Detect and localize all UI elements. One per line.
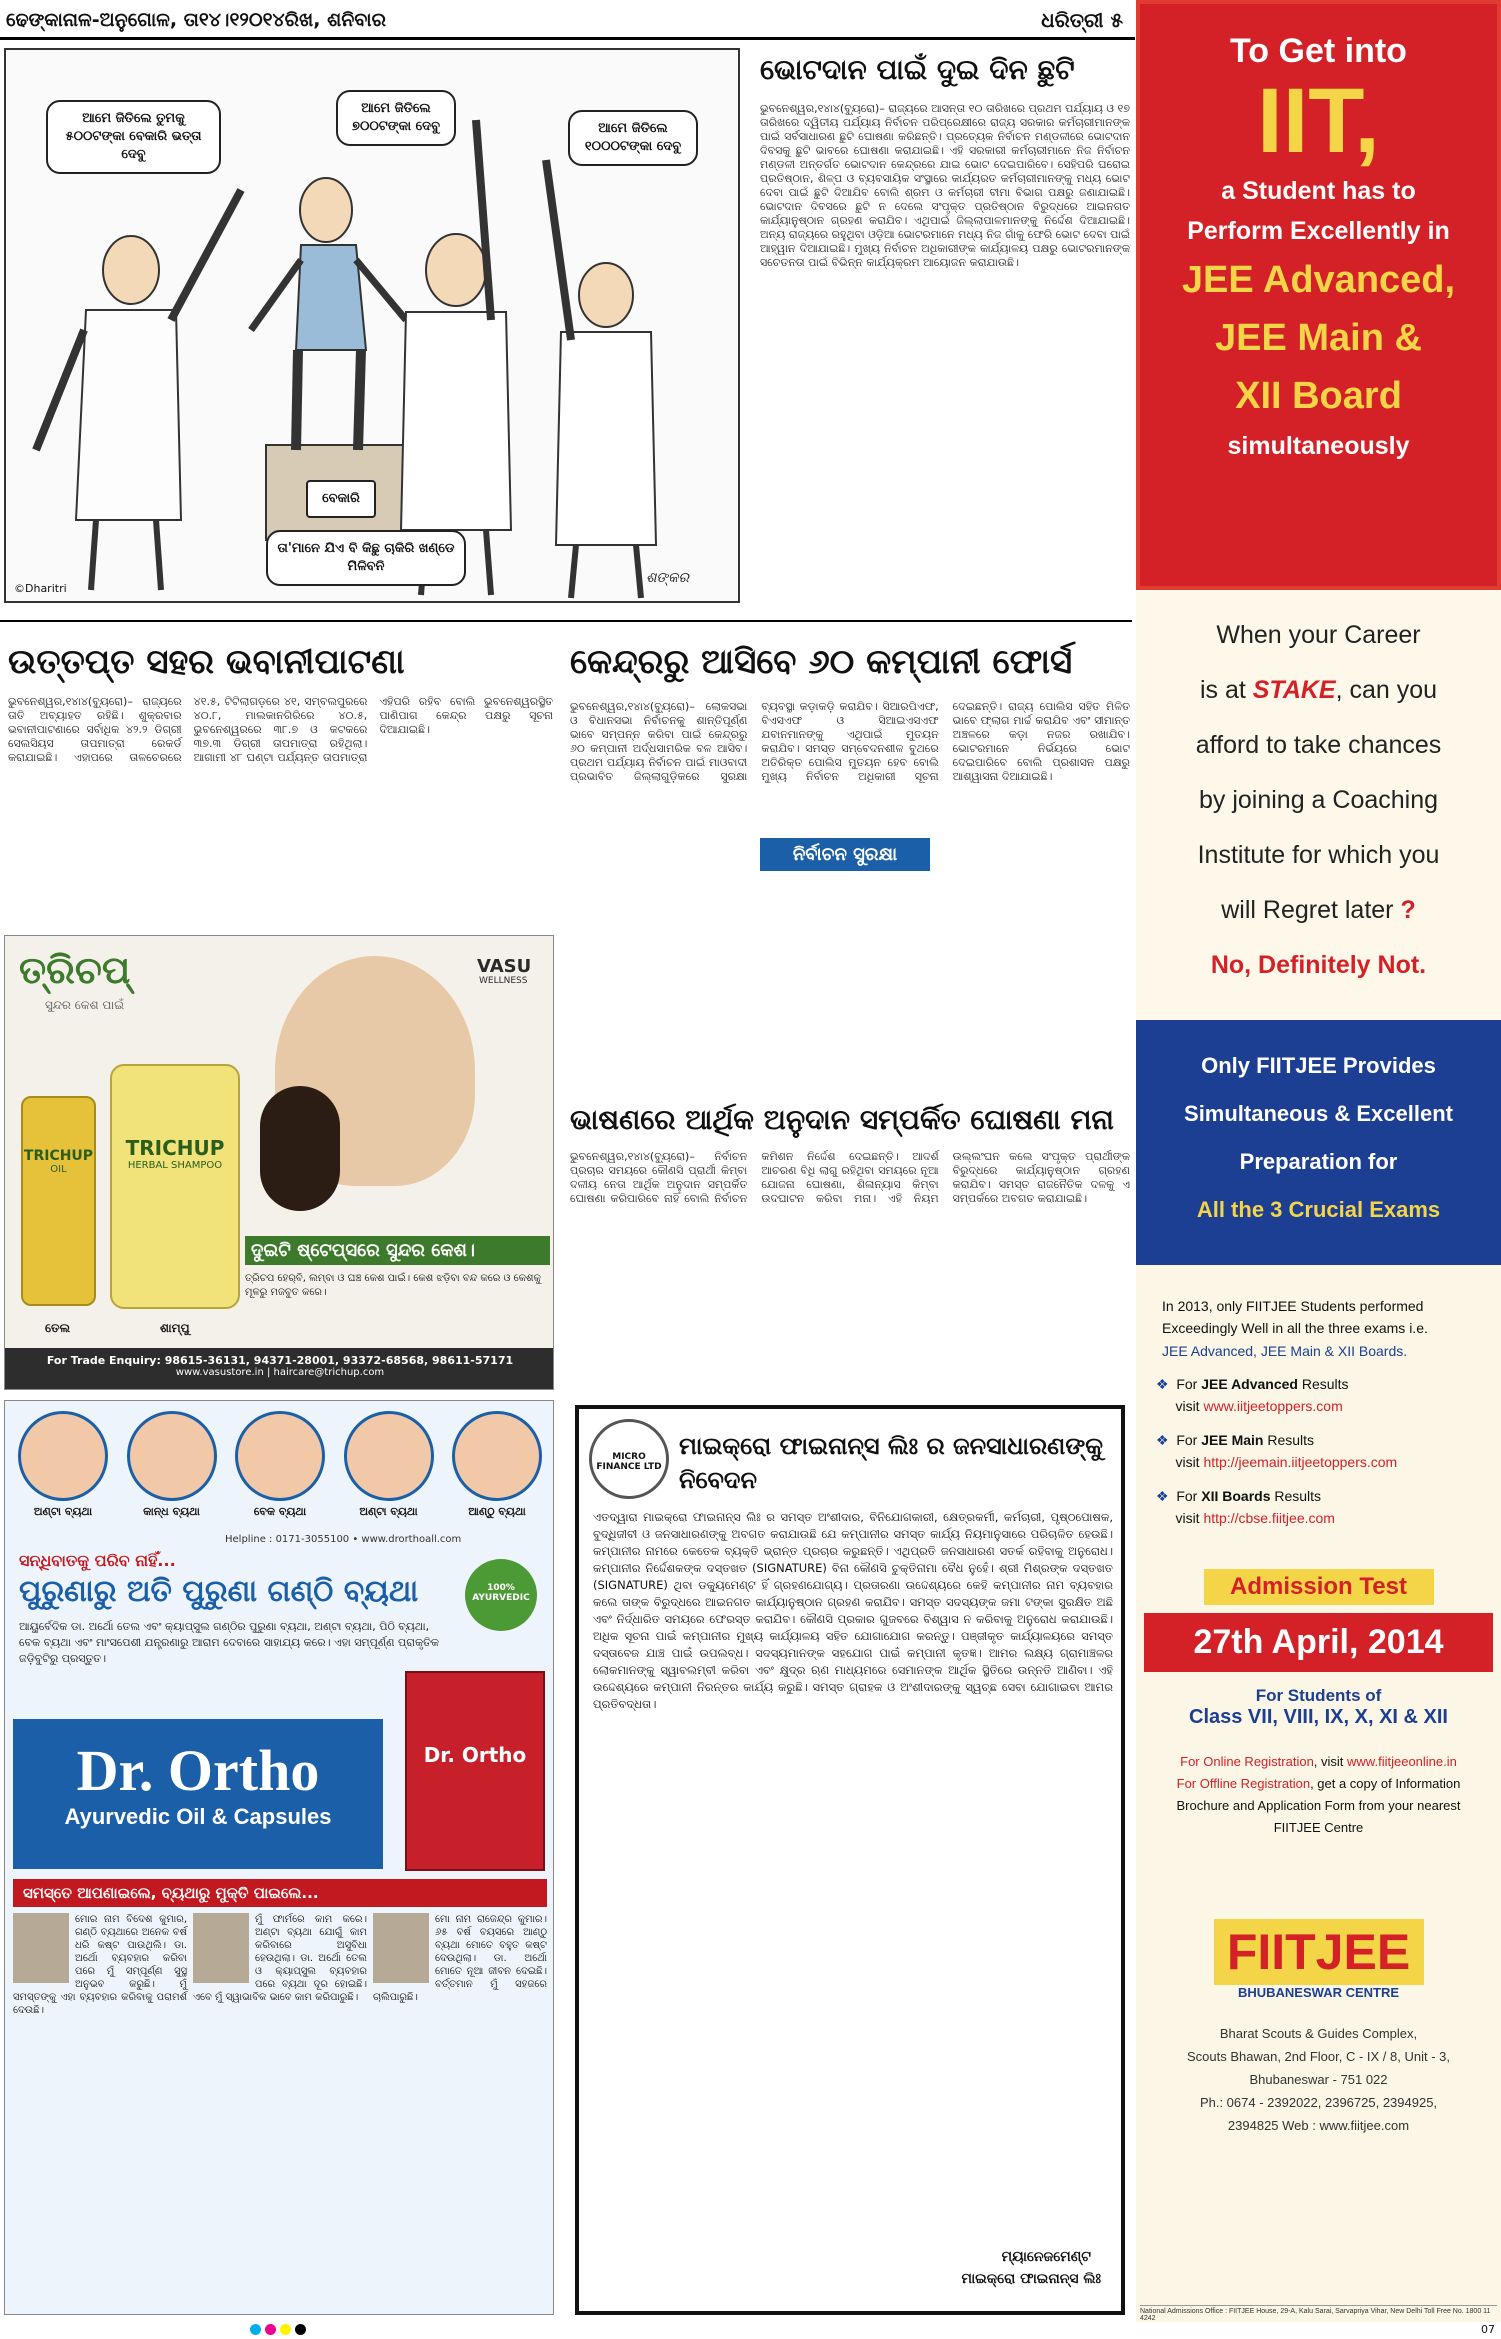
trichup-footer: For Trade Enquiry: 98615-36131, 94371-28001, 93372-68568, 98611-57171 www.vasustore.in | haircare@trichup.com [5, 1348, 554, 1390]
notice-headline: ମାଇକ୍ରୋ ଫାଇନାନ୍ସ ଲିଃ ର ଜନସାଧାରଣଙ୍କୁ ନିବେଦନ [679, 1432, 1103, 1494]
company-logo: MICRO FINANCE LTD [589, 1419, 669, 1499]
article4-headline: ଭାଷଣରେ ଆର୍ଥିକ ଅନୁଦାନ ସମ୍ପର୍କିତ ଘୋଷଣା ମନା [570, 1103, 1114, 1136]
oil-bottle: TRICHUP OIL [21, 1096, 96, 1306]
drortho-strip: ସମସ୍ତେ ଆପଣାଇଲେ, ବ୍ୟଥାରୁ ମୁକ୍ତି ପାଇଲେ... [13, 1879, 547, 1907]
pain-item: ଅଣ୍ଟା ବ୍ୟଥା [13, 1411, 113, 1531]
ayurvedic-badge: 100% AYURVEDIC [465, 1559, 537, 1631]
article2-headline: ଉତ୍ତପ୍ତ ସହର ଭବାନୀପାଟଣା [8, 642, 405, 682]
result-item: ❖ For JEE Main Results visit http://jeemain.iitjeetoppers.com [1156, 1432, 1398, 1470]
cartoon-bubble-4: ତା'ମାନେ ଯିଏ ବି କିଛୁ ଚାକିରି ଖଣ୍ଡେ ମିଳିବନି [266, 530, 466, 586]
drortho-headline: ପୁରୁଣାରୁ ଅତି ପୁରୁଣା ଗଣ୍ଠି ବ୍ୟଥା [19, 1574, 419, 1609]
fiitjee-footer: National Admissions Office : FIITJEE House, 29-A, Kalu Sarai, Sarvapriya Vihar, New Delhi Toll Free No. 1800 11 4242 [1140, 2305, 1497, 2322]
pain-item: ବେକ ବ୍ୟଥା [230, 1411, 330, 1531]
online-registration-link[interactable]: www.fiitjeeonline.in [1347, 1754, 1457, 1769]
pain-item: ଆଣ୍ଠୁ ବ୍ୟଥା [447, 1411, 547, 1531]
article3-body: ଭୁବନେଶ୍ୱର,୧୪ା୪(ବ୍ୟୁରୋ)– ଲୋକସଭା ଓ ବିଧାନସଭା ନିର୍ବାଚନକୁ ଶାନ୍ତିପୂର୍ଣ୍ଣ ଭାବେ ସମ୍ପନ୍ନ କରିବା ପାଇଁ କେନ୍ଦ୍ରରୁ ୬୦ କମ୍ପାନୀ ଅର୍ଦ୍ଧସାମରିକ ବଳ ଆସିବ। ପ୍ରଥମ ପର୍ଯ୍ୟାୟ ନିର୍ବାଚନ ପାଇଁ ମାଓବାଦୀ ପ୍ରଭାବିତ ଜିଲ୍ଲାଗୁଡ଼ିକରେ ସୁରକ୍ଷା ବ୍ୟବସ୍ଥା କଡ଼ାକଡ଼ି କରାଯିବ। ସିଆରପିଏଫ, ବିଏସଏଫ ଓ ସିଆଇଏସଏଫ ଯବାନମାନଙ୍କୁ ଏଥିପାଇଁ ମୁତୟନ କରାଯିବ। ସମସ୍ତ ସମ୍ବେଦନଶୀଳ ବୁଥରେ ଅତିରିକ୍ତ ପୋଲିସ ମୁତୟନ ହେବ ବୋଲି ମୁଖ୍ୟ ନିର୍ବାଚନ ଅଧିକାରୀ ସୂଚନା ଦେଇଛନ୍ତି। ରାଜ୍ୟ ପୋଲିସ ସହିତ ମିଳିତ ଭାବେ ଫ୍ଲାଗ ମାର୍ଚ୍ଚ କରାଯିବ ଏବଂ ସୀମାନ୍ତ ଅଞ୍ଚଳରେ କଡ଼ା ନଜର ରଖାଯିବ। ଭୋଟରମାନେ ନିର୍ଭୟରେ ଭୋଟ ଦେଇପାରିବେ ବୋଲି ପ୍ରଶାସନ ପକ୍ଷରୁ ଆଶ୍ୱାସନା ଦିଆଯାଇଛି। [570, 700, 1130, 783]
fiitjee-address: Bharat Scouts & Guides Complex, Scouts Bhawan, 2nd Floor, C - IX / 8, Unit - 3, Bhubaneswar - 751 022 Ph.: 0674 - 2392022, 2396725, 2394925, 2394825 Web : www.fiitjee.com [1186, 2026, 1450, 2133]
testimonial: ମୋର ନାମ ବିଦେଶ କୁମାର, ଗଣ୍ଠି ବ୍ୟଥାରେ ଅନେକ ବର୍ଷ ଧରି କଷ୍ଟ ପାଉଥିଲି। ଡା. ଅର୍ଥୋ ବ୍ୟବହାର କରିବା ପରେ ମୁଁ ସମ୍ପୂର୍ଣ୍ଣ ସୁସ୍ଥ ଅନୁଭବ କରୁଛି। ମୁଁ ସମସ୍ତଙ୍କୁ ଏହା ବ୍ୟବହାର କରିବାକୁ ପରାମର୍ଶ ଦେଉଛି। [13, 1914, 187, 2016]
cartoon-signature: ଶଙ୍କର [646, 570, 689, 586]
admission-test-date: 27th April, 2014 [1144, 1613, 1493, 1672]
article3-subhead: ନିର୍ବାଚନ ସୁରକ୍ଷା [760, 838, 930, 871]
cartoon-bubble-2: ଆମେ ଜିତିଲେ ୭୦୦ଟଙ୍କା ଦେବୁ [336, 90, 456, 146]
notice-box [575, 1405, 1125, 2315]
shampoo-label: ଶାମ୍ପୁ [160, 1321, 190, 1335]
cartoon-bubble-3: ଆମେ ଜିତିଲେ ୧୦୦୦ଟଙ୍କା ଦେବୁ [568, 110, 698, 166]
trichup-tagline: ଦୁଇଟି ଷ୍ଟେପ୍‌ସରେ ସୁନ୍ଦର କେଶ। [245, 1236, 550, 1265]
fiitjee-top: To Get into IIT, a Student has to Perform Excellently in JEE Advanced, JEE Main & XII Board simultaneously [1136, 0, 1501, 590]
page-footer [0, 2322, 1501, 2339]
notice-body: ଏତଦ୍ୱାରା ମାଇକ୍ରୋ ଫାଇନାନ୍ସ ଲିଃ ର ସମସ୍ତ ଅଂଶୀଦାର, ବିନିଯୋଗକାରୀ, କ୍ଷେତ୍ରକର୍ମୀ, କର୍ମଚାରୀ, ପୃଷ୍ଠପୋଷକ, ବୁଦ୍ଧିଜୀବୀ ଓ ଜନସାଧାରଣଙ୍କୁ ଅବଗତ କରାଯାଉଛି ଯେ କମ୍ପାନୀର ସମସ୍ତ କାର୍ଯ୍ୟ ନିୟମାନୁସାରେ ପରିଚାଳିତ ହେଉଛି। କମ୍ପାନୀର ନାମରେ କେତେକ ବ୍ୟକ୍ତି ଭ୍ରାନ୍ତ ପ୍ରଚାର କରୁଛନ୍ତି। ଏଥିପ୍ରତି ଜନସାଧାରଣ ସତର୍କ ରହିବାକୁ ଅନୁରୋଧ। କମ୍ପାନୀର ନିର୍ଦ୍ଦେଶକଙ୍କ ଦସ୍ତଖତ (SIGNATURE) ବିନା କୌଣସି ଚୁକ୍ତିନାମା ବୈଧ ନୁହେଁ। ଶ୍ରୀ ମିଶ୍ରଙ୍କ ଦସ୍ତଖତ (SIGNATURE) ଥିବା ଡକ୍ୟୁମେଣ୍ଟ ହିଁ ଗ୍ରହଣଯୋଗ୍ୟ। ପ୍ରତାରଣା ଉଦ୍ଦେଶ୍ୟରେ କେହି କମ୍ପାନୀର ନାମ ବ୍ୟବହାର କଲେ ତାଙ୍କ ବିରୁଦ୍ଧରେ ଆଇନଗତ କାର୍ଯ୍ୟାନୁଷ୍ଠାନ ଗ୍ରହଣ କରାଯିବ। ସମସ୍ତ ସଦସ୍ୟଙ୍କ ଜମା ଟଙ୍କା ସୁରକ୍ଷିତ ଅଛି ଏବଂ ନିର୍ଦ୍ଧାରିତ ସମୟରେ ଫେରସ୍ତ କରାଯିବ। କୌଣସି ପ୍ରକାର ଗୁଜବରେ ବିଶ୍ୱାସ ନ କରିବାକୁ ଅନୁରୋଧ କରାଯାଉଛି। ଅଧିକ ସୂଚନା ପାଇଁ କମ୍ପାନୀର ମୁଖ୍ୟ କାର୍ଯ୍ୟାଳୟ ସହିତ ଯୋଗାଯୋଗ କରନ୍ତୁ। ପଞ୍ଜୀକୃତ କାର୍ଯ୍ୟାଳୟରେ ସମସ୍ତ ଦସ୍ତାବେଜ ଯାଞ୍ଚ ପାଇଁ ଉପଲବ୍ଧ। ସଦସ୍ୟମାନଙ୍କ ସହଯୋଗ ପାଇଁ କମ୍ପାନୀ କୃତଜ୍ଞ। ଆମର ଲକ୍ଷ୍ୟ ଗ୍ରାମାଞ୍ଚଳର ଲୋକମାନଙ୍କୁ ସ୍ୱାବଲମ୍ବୀ କରିବା ଏବଂ କ୍ଷୁଦ୍ର ଋଣ ମାଧ୍ୟମରେ ସେମାନଙ୍କ ଆର୍ଥିକ ସ୍ଥିତିରେ ଉନ୍ନତି ଆଣିବା। ଏହି ଉଦ୍ଦେଶ୍ୟରେ କମ୍ପାନୀ ନିରନ୍ତର କାର୍ଯ୍ୟ କରୁଛି। ସମସ୍ତ ଗ୍ରାହକ ଓ ଅଂଶୀଦାରଙ୍କୁ ସ୍ୱଚ୍ଛ ସେବା ଯୋଗାଇବା ଆମର ପ୍ରତିବଦ୍ଧତା। [593, 1510, 1113, 1711]
fiitjee-ad [1136, 0, 1501, 2339]
masthead-page: ଧରିତ୍ରୀ ୫ [1041, 8, 1123, 32]
article4-body: ଭୁବନେଶ୍ୱର,୧୪ା୪(ବ୍ୟୁରୋ)– ନିର୍ବାଚନ ପ୍ରଚାର ସମୟରେ କୌଣସି ପ୍ରାର୍ଥୀ କିମ୍ବା ଦଳୀୟ ନେତା ଆର୍ଥିକ ଅନୁଦାନ ସମ୍ପର୍କିତ ଘୋଷଣା କରିପାରିବେ ନାହିଁ ବୋଲି ନିର୍ବାଚନ କମିଶନ ନିର୍ଦ୍ଦେଶ ଦେଇଛନ୍ତି। ଆଦର୍ଶ ଆଚରଣ ବିଧି ଲାଗୁ ରହିଥିବା ସମୟରେ ନୂଆ ଯୋଜନା ଘୋଷଣା, ଶିଳାନ୍ୟାସ କିମ୍ବା ଉଦଘାଟନ କରିବା ମନା। ଏହି ନିୟମ ଉଲ୍ଲଂଘନ କଲେ ସଂପୃକ୍ତ ପ୍ରାର୍ଥୀଙ୍କ ବିରୁଦ୍ଧରେ କାର୍ଯ୍ୟାନୁଷ୍ଠାନ ଗ୍ରହଣ କରାଯିବ। ସମସ୍ତ ରାଜନୈତିକ ଦଳକୁ ଏ ସମ୍ପର୍କରେ ଅବଗତ କରାଯାଇଛି। [570, 1150, 1130, 1205]
testimonial: ମୁଁ ଫାର୍ମରେ କାମ କରେ। ଅଣ୍ଟା ବ୍ୟଥା ଯୋଗୁଁ କାମ କରିବାରେ ଅସୁବିଧା ହେଉଥିଲା। ଡା. ଅର୍ଥୋ ତେଲ ଓ କ୍ୟାପ୍‌ସୁଲ ବ୍ୟବହାର ପରେ ବ୍ୟଥା ଦୂର ହୋଇଛି। ଏବେ ମୁଁ ସ୍ୱାଭାବିକ ଭାବେ କାମ କରିପାରୁଛି। [193, 1914, 367, 2003]
vasu-logo: VASU [477, 956, 532, 977]
drortho-product-box: Dr. Ortho [405, 1671, 545, 1871]
vasu-logo-sub: WELLNESS [479, 976, 528, 986]
shampoo-bottle: TRICHUP HERBAL SHAMPOO [110, 1064, 240, 1309]
pain-icons-row [13, 1411, 547, 1531]
masthead-date: ଢେଙ୍କାନାଳ-ଅନୁଗୋଳ, ତା୧୪।୧୨୦୧୪ରିଖ, ଶନିବାର [6, 9, 387, 31]
iit-word: IIT, [1257, 70, 1380, 172]
result-link[interactable]: www.iitjeetoppers.com [1203, 1398, 1343, 1414]
divider [0, 620, 1132, 622]
trichup-brand-sub: ସୁନ୍ଦର କେଶ ପାଇଁ [45, 998, 125, 1012]
testimonial-photo [193, 1913, 249, 1983]
article2-body: ଭୁବନେଶ୍ୱର,୧୪ା୪(ବ୍ୟୁରୋ)– ରାଜ୍ୟରେ ତାତି ଅବ୍ୟାହତ ରହିଛି। ଶୁକ୍ରବାର ଭବାନୀପାଟଣାରେ ସର୍ବାଧିକ ୪୨.୨ ଡିଗ୍ରୀ ସେଲସିୟସ ତାପମାତ୍ରା ରେକର୍ଡ କରାଯାଇଛି। ଏହାପରେ ତାଳଚେରରେ ୪୧.୫, ଟିଟିଲାଗଡ଼ରେ ୪୧, ସମ୍ବଲପୁରରେ ୪୦.୮, ମାଲକାନଗିରିରେ ୪୦.୫, ଭୁବନେଶ୍ୱରରେ ୩୮.୭ ଓ କଟକରେ ୩୭.୩ ଡିଗ୍ରୀ ତାପମାତ୍ରା ରହିଥିଲା। ଆଗାମୀ ୪୮ ଘଣ୍ଟା ପର୍ଯ୍ୟନ୍ତ ତାପମାତ୍ରା ଏହିପରି ରହିବ ବୋଲି ଭୁବନେଶ୍ୱରସ୍ଥିତ ପାଣିପାଗ କେନ୍ଦ୍ର ପକ୍ଷରୁ ସୂଚନା ଦିଆଯାଇଛି। [8, 695, 553, 764]
notice-sign-1: ମ୍ୟାନେଜମେଣ୍ଟ [1001, 2249, 1091, 2265]
notice-sign-2: ମାଇକ୍ରୋ ଫାଇନାନ୍ସ ଲିଃ [961, 2271, 1101, 2287]
page-number: 07 [1481, 2323, 1495, 2336]
fiitjee-mid: When your Career is at STAKE, can you afford to take chances by joining a Coaching Institute for which you will Regret later ? No, Definitely Not. [1136, 590, 1501, 1020]
cartoon-sign: ବେକାରି [306, 480, 376, 518]
result-item: ❖ For JEE Advanced Results visit www.iitjeetoppers.com [1156, 1376, 1349, 1414]
testimonial-photo [13, 1913, 69, 1983]
trichup-ad [4, 935, 554, 1390]
cartoon-bubble-1: ଆମେ ଜିତିଲେ ତୁମକୁ ୫୦୦ଟଙ୍କା ବେକାରି ଭତ୍ତା ଦେବୁ [46, 100, 221, 174]
drortho-ad [4, 1400, 554, 2315]
trichup-brand: ତ୍ରିଚପ୍ [19, 948, 131, 992]
testimonials [13, 1913, 547, 2308]
result-item: ❖ For XII Boards Results visit http://cbse.fiitjee.com [1156, 1488, 1335, 1526]
fiitjee-blue: Only FIITJEE Provides Simultaneous & Excellent Preparation for All the 3 Crucial Exams [1136, 1020, 1501, 1265]
trichup-points: ତ୍ରିଚପ ହେର୍‌ବି, ଲମ୍ବା ଓ ଘଞ୍ଚ କେଶ ପାଇଁ। କେଶ ଝଡ଼ିବା ବନ୍ଦ କରେ ଓ କେଶକୁ ମୂଳରୁ ମଜବୁତ କରେ। [245, 1273, 541, 1298]
masthead [0, 0, 1135, 40]
testimonial: ମୋ ନାମ ରାଜେନ୍ଦ୍ର କୁମାର। ୬୫ ବର୍ଷ ବୟସରେ ଆଣ୍ଠୁ ବ୍ୟଥା ମୋତେ ବହୁତ କଷ୍ଟ ଦେଉଥିଲା। ଡା. ଅର୍ଥୋ ମୋତେ ନୂଆ ଜୀବନ ଦେଇଛି। ବର୍ତ୍ତମାନ ମୁଁ ସହଜରେ ଚାଲିପାରୁଛି। [373, 1914, 547, 2003]
article1-body: ଭୁବନେଶ୍ୱର,୧୪ା୪(ବ୍ୟୁରୋ)– ରାଜ୍ୟରେ ଆସନ୍ତା ୧୦ ତାରିଖରେ ପ୍ରଥମ ପର୍ଯ୍ୟାୟ ଓ ୧୭ ତାରିଖରେ ଦ୍ୱିତୀୟ ପର୍ଯ୍ୟାୟ ନିର୍ବାଚନ ପରିପ୍ରେକ୍ଷୀରେ ରାଜ୍ୟ ସରକାର କର୍ମଚାରୀମାନଙ୍କ ପାଇଁ ସର୍ବସାଧାରଣ ଛୁଟି ଘୋଷଣା କରିଛନ୍ତି। ପ୍ରତ୍ୟେକ ନିର୍ବାଚନ ମଣ୍ଡଳୀରେ ଭୋଟଦାନ ଦିବସକୁ ଛୁଟି ଭାବରେ ଘୋଷଣା କରାଯାଇଛି। ଏହି ସରକାରୀ କର୍ମଚାରୀମାନେ ନିଜ ନିର୍ବାଚନ ମଣ୍ଡଳୀ ଅନ୍ତର୍ଗତ ଭୋଟଦାନ କେନ୍ଦ୍ରରେ ଯାଇ ଭୋଟ ଦେଇପାରିବେ। ସେହିପରି ଘରୋଇ ପ୍ରତିଷ୍ଠାନ, ଶିଳ୍ପ ଓ ବ୍ୟବସାୟିକ ସଂସ୍ଥାରେ କାର୍ଯ୍ୟରତ କର୍ମଚାରୀମାନଙ୍କୁ ମଧ୍ୟ ଭୋଟ ଦେବା ପାଇଁ ଛୁଟି ଦିଆଯିବ ବୋଲି ଶ୍ରମ ଓ କର୍ମଚାରୀ ବୀମା ବିଭାଗ ପକ୍ଷରୁ ଜଣାଯାଇଛି। ଭୋଟଦାନ ଦିବସରେ ଛୁଟି ନ ଦେଲେ ସଂପୃକ୍ତ ପ୍ରତିଷ୍ଠାନ ବିରୁଦ୍ଧରେ ଆଇନଗତ କାର୍ଯ୍ୟାନୁଷ୍ଠାନ ଗ୍ରହଣ କରାଯିବ। ଏଥିପାଇଁ ଜିଲ୍ଲାପାଳମାନଙ୍କୁ ନିର୍ଦ୍ଦେଶ ଦିଆଯାଇଛି। ଅନ୍ୟ ରାଜ୍ୟରେ ରହୁଥିବା ଓଡ଼ିଆ ଭୋଟରମାନେ ମଧ୍ୟ ନିଜ ଗାଁକୁ ଫେରି ଭୋଟ ଦେବା ପାଇଁ ଆହ୍ୱାନ ଦିଆଯାଇଛି। ମୁଖ୍ୟ ନିର୍ବାଚନ ଅଧିକାରୀଙ୍କ କାର୍ଯ୍ୟାଳୟ ପକ୍ଷରୁ ଭୋଟରମାନଙ୍କ ସଚେତନତା ପାଇଁ ବିଭିନ୍ନ କାର୍ଯ୍ୟକ୍ରମ ଆୟୋଜନ କରାଯାଉଛି। [760, 102, 1130, 269]
drortho-helpline: Helpline : 0171-3055100 • www.drorthoall.com [225, 1534, 462, 1545]
drortho-desc: ଆୟୁର୍ବେଦିକ ଡା. ଅର୍ଥୋ ତେଲ ଏବଂ କ୍ୟାପ୍‌ସୁଲ ଗଣ୍ଠିର ପୁରୁଣା ବ୍ୟଥା, ଅଣ୍ଟା ବ୍ୟଥା, ପିଠି ବ୍ୟଥା, ବେକ ବ୍ୟଥା ଏବଂ ମାଂସପେଶୀ ଯନ୍ତ୍ରଣାରୁ ଆରାମ ଦେବାରେ ସାହାଯ୍ୟ କରେ। ଏହା ସମ୍ପୂର୍ଣ୍ଣ ପ୍ରାକୃତିକ ଜଡ଼ିବୁଟିରୁ ପ୍ରସ୍ତୁତ। [19, 1620, 440, 1665]
result-link[interactable]: http://jeemain.iitjeetoppers.com [1203, 1454, 1398, 1470]
registration-marks [250, 2324, 306, 2335]
oil-label: ତେଲ [45, 1321, 71, 1335]
cartoon [4, 48, 740, 603]
drortho-intro: ସନ୍ଧିବାତକୁ ପରିବ ନାହିଁ... [19, 1551, 176, 1570]
results-list [1156, 1373, 1481, 1529]
admission-test-title: Admission Test [1204, 1569, 1434, 1605]
article1-headline: ଭୋଟଦାନ ପାଇଁ ଦୁଇ ଦିନ ଛୁଟି [760, 53, 1075, 86]
fiitjee-logo: FIITJEE BHUBANESWAR CENTRE [1214, 1919, 1424, 2000]
drortho-brand-block: Dr. Ortho Ayurvedic Oil & Capsules [13, 1719, 383, 1869]
article3-headline: କେନ୍ଦ୍ରରୁ ଆସିବେ ୬୦ କମ୍ପାନୀ ଫୋର୍ସ [570, 642, 1073, 682]
cartoon-credit: ©Dharitri [14, 582, 67, 595]
testimonial-photo [373, 1913, 429, 1983]
result-link[interactable]: http://cbse.fiitjee.com [1203, 1510, 1335, 1526]
pain-item: କାନ୍ଧ ବ୍ୟଥା [122, 1411, 222, 1531]
pain-item: ଅଣ୍ଟା ବ୍ୟଥା [339, 1411, 439, 1531]
fiitjee-lower: In 2013, only FIITJEE Students performed Exceedingly Well in all the three exams i.e. JEE Advanced, JEE Main & XII Boards. ❖ For JEE Advanced Results visit www.iitjeetoppers.com ❖ For JEE Main Results visit http://jeemain.iitjeetoppers.com ❖ For XII Boards Results visit http://cbse.fiitjee.com Admission Test 27th April, 2014 For Students of Class VII, VIII, IX, X, XI & XII For Online Registration, visit www.fiitjeeonline.in For Offline Registration, get a copy of Information Brochure and Application Form from your nearest FIITJEE Centre FIITJEE BHUBANESWAR CENTRE Bharat Scouts & Guides Complex, Scouts Bhawan, 2nd Floor, C - IX / 8, Unit - 3, Bhubaneswar - 751 022 Ph.: 0674 - 2392022, 2396725, 2394925, 2394825 Web : www.fiitjee.com National Admissions Office : FIITJEE House, 29-A, Kalu Sarai, Sarvapriya Vihar, New Delhi Toll Free No. 1800 11 4242 [1136, 1265, 1501, 2339]
hair-image [260, 1086, 340, 1211]
